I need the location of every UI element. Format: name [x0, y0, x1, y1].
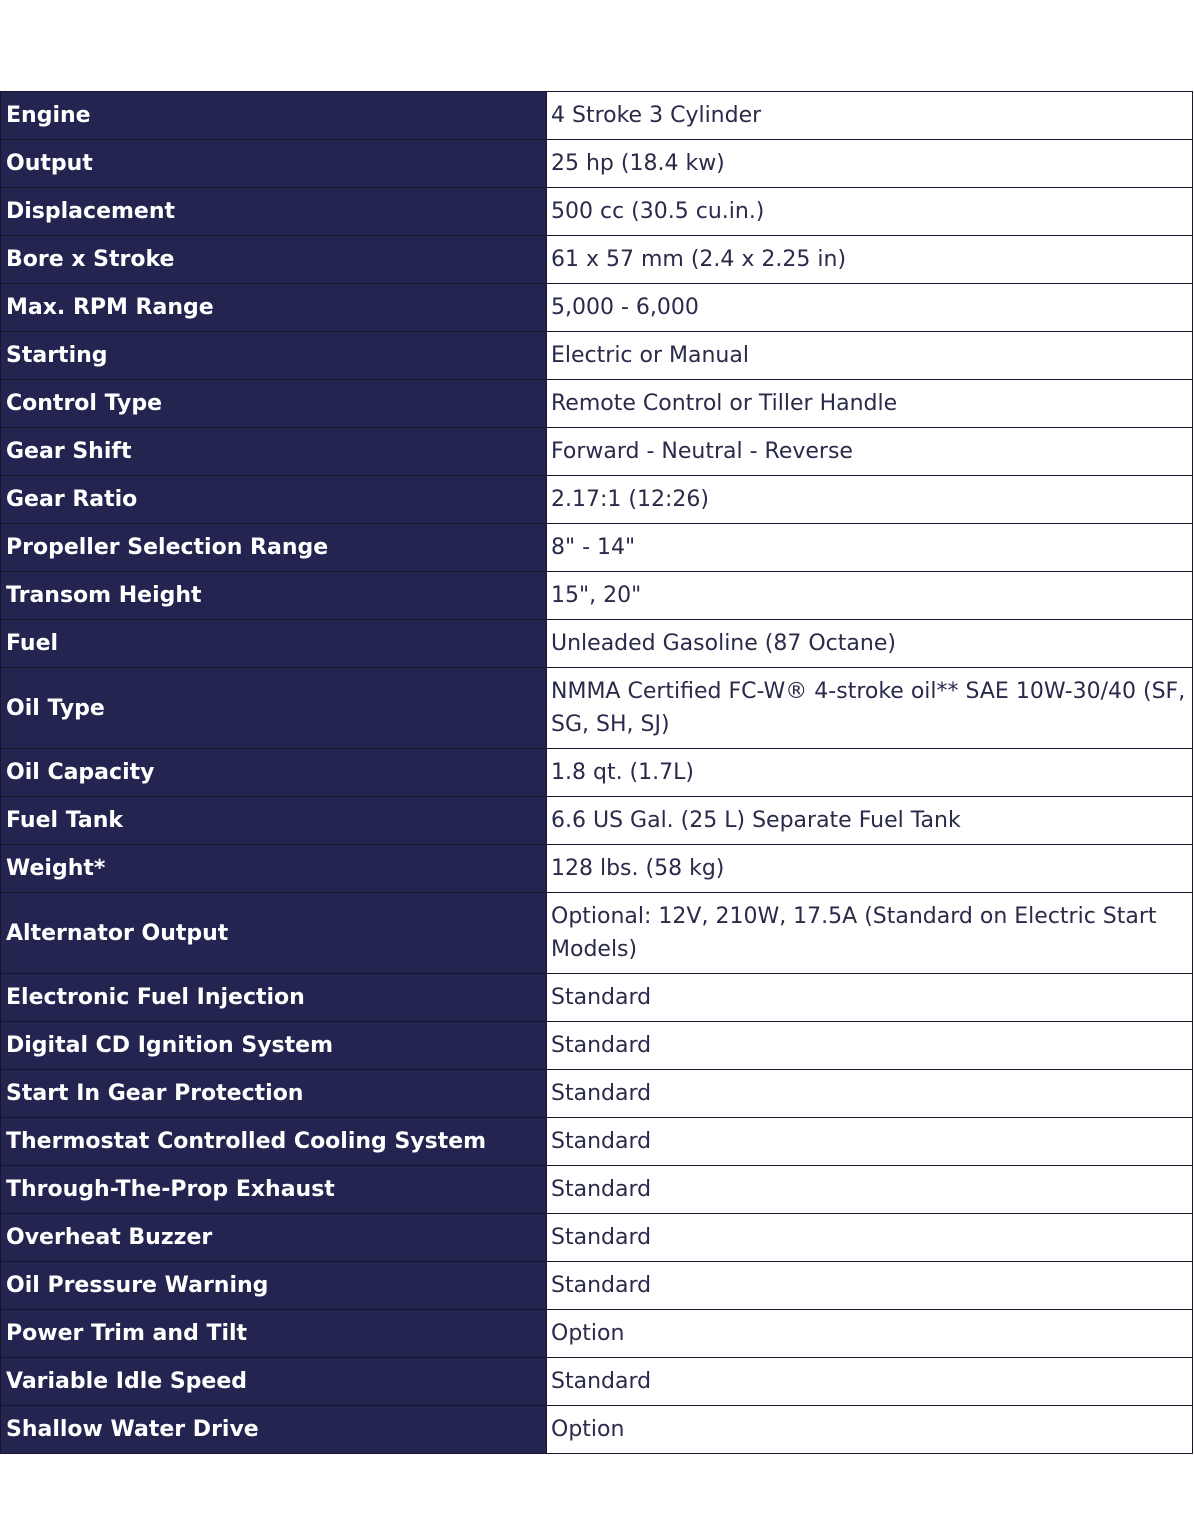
spec-label: Bore x Stroke	[1, 236, 547, 284]
spec-label: Engine	[1, 92, 547, 140]
spec-value: 500 cc (30.5 cu.in.)	[547, 188, 1193, 236]
spec-value: Remote Control or Tiller Handle	[547, 380, 1193, 428]
spec-label: Electronic Fuel Injection	[1, 974, 547, 1022]
spec-label: Fuel Tank	[1, 797, 547, 845]
spec-label: Variable Idle Speed	[1, 1358, 547, 1406]
spec-label: Alternator Output	[1, 893, 547, 974]
spec-label: Oil Type	[1, 668, 547, 749]
spec-value: Standard	[547, 1118, 1193, 1166]
spec-value: Standard	[547, 1022, 1193, 1070]
spec-label: Start In Gear Protection	[1, 1070, 547, 1118]
table-row	[1, 188, 1193, 236]
table-row	[1, 620, 1193, 668]
table-row	[1, 668, 1193, 749]
table-row	[1, 1310, 1193, 1358]
spec-value: Electric or Manual	[547, 332, 1193, 380]
spec-label: Oil Capacity	[1, 749, 547, 797]
spec-value: Standard	[547, 974, 1193, 1022]
spec-label: Starting	[1, 332, 547, 380]
table-row	[1, 797, 1193, 845]
spec-value: Optional: 12V, 210W, 17.5A (Standard on Electric Start Models)	[547, 893, 1193, 974]
spec-value: 5,000 - 6,000	[547, 284, 1193, 332]
table-row	[1, 1118, 1193, 1166]
spec-label: Fuel	[1, 620, 547, 668]
spec-value: 25 hp (18.4 kw)	[547, 140, 1193, 188]
spec-value: Standard	[547, 1262, 1193, 1310]
spec-value: 2.17:1 (12:26)	[547, 476, 1193, 524]
table-row	[1, 974, 1193, 1022]
spec-value: 6.6 US Gal. (25 L) Separate Fuel Tank	[547, 797, 1193, 845]
spec-value: Forward - Neutral - Reverse	[547, 428, 1193, 476]
table-row	[1, 92, 1193, 140]
spec-value: Standard	[547, 1358, 1193, 1406]
spec-value: Unleaded Gasoline (87 Octane)	[547, 620, 1193, 668]
spec-value: 1.8 qt. (1.7L)	[547, 749, 1193, 797]
spec-label: Transom Height	[1, 572, 547, 620]
table-row	[1, 1070, 1193, 1118]
spec-label: Control Type	[1, 380, 547, 428]
spec-label: Propeller Selection Range	[1, 524, 547, 572]
spec-value: 15", 20"	[547, 572, 1193, 620]
spec-value: Standard	[547, 1166, 1193, 1214]
table-row	[1, 140, 1193, 188]
table-row	[1, 236, 1193, 284]
spec-value: Standard	[547, 1070, 1193, 1118]
table-row	[1, 1262, 1193, 1310]
spec-label: Displacement	[1, 188, 547, 236]
table-row	[1, 524, 1193, 572]
table-row	[1, 1022, 1193, 1070]
spec-label: Digital CD Ignition System	[1, 1022, 547, 1070]
spec-label: Shallow Water Drive	[1, 1406, 547, 1454]
table-row	[1, 380, 1193, 428]
table-row	[1, 1214, 1193, 1262]
spec-value: 4 Stroke 3 Cylinder	[547, 92, 1193, 140]
spec-value: Option	[547, 1406, 1193, 1454]
spec-value: NMMA Certified FC-W® 4-stroke oil** SAE 10W-30/40 (SF, SG, SH, SJ)	[547, 668, 1193, 749]
spec-label: Max. RPM Range	[1, 284, 547, 332]
spec-label: Oil Pressure Warning	[1, 1262, 547, 1310]
spec-label: Through-The-Prop Exhaust	[1, 1166, 547, 1214]
table-row	[1, 476, 1193, 524]
spec-value: 8" - 14"	[547, 524, 1193, 572]
table-row	[1, 1358, 1193, 1406]
spec-value: 61 x 57 mm (2.4 x 2.25 in)	[547, 236, 1193, 284]
spec-label: Gear Shift	[1, 428, 547, 476]
spec-value: Option	[547, 1310, 1193, 1358]
table-row	[1, 332, 1193, 380]
spec-value: Standard	[547, 1214, 1193, 1262]
spec-value: 128 lbs. (58 kg)	[547, 845, 1193, 893]
spec-table	[0, 91, 1193, 1454]
spec-label: Output	[1, 140, 547, 188]
spec-label: Gear Ratio	[1, 476, 547, 524]
spec-label: Power Trim and Tilt	[1, 1310, 547, 1358]
table-row	[1, 845, 1193, 893]
table-row	[1, 572, 1193, 620]
table-row	[1, 749, 1193, 797]
table-row	[1, 428, 1193, 476]
table-row	[1, 1406, 1193, 1454]
table-row	[1, 893, 1193, 974]
spec-label: Overheat Buzzer	[1, 1214, 547, 1262]
table-row	[1, 284, 1193, 332]
spec-label: Weight*	[1, 845, 547, 893]
spec-label: Thermostat Controlled Cooling System	[1, 1118, 547, 1166]
table-row	[1, 1166, 1193, 1214]
